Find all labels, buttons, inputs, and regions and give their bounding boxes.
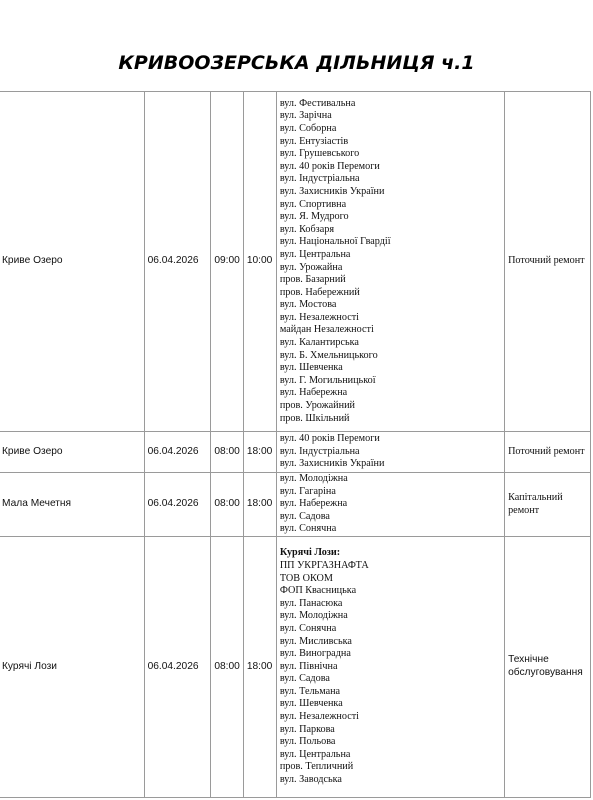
street-item: вул. Незалежності [279, 711, 359, 723]
street-item: вул. Фестивальна [279, 97, 356, 109]
street-item: пров. Набережний [279, 286, 360, 298]
street-item: вул. Національної Гвардії [279, 236, 391, 248]
street-item: вул. Тельмана [279, 685, 341, 697]
street-item: вул. Гагаріна [279, 485, 336, 497]
street-list [280, 98, 501, 425]
street-item: вул. Набережна [279, 387, 348, 399]
street-item: вул. Індустріальна [279, 173, 360, 185]
street-item: пров. Тепличний [279, 761, 354, 773]
streets-cell [276, 537, 504, 798]
street-item: вул. Молодіжна [279, 473, 348, 485]
settlement-cell: Криве Озеро [0, 92, 144, 432]
streets-heading: Курячі Лози: [279, 547, 341, 559]
street-list [280, 473, 501, 536]
street-item: вул. Північна [279, 660, 338, 672]
street-item: вул. Захисників України [279, 185, 385, 197]
street-item: вул. Грушевського [279, 148, 360, 160]
work-type-cell: Капітальний ремонт [505, 473, 591, 537]
start-time-cell: 08:00 [211, 473, 244, 537]
streets-cell [276, 432, 504, 473]
street-item: вул. Шевченка [279, 362, 343, 374]
street-item: ТОВ ОКОМ [279, 572, 333, 584]
street-item: вул. Ентузіастів [279, 135, 349, 147]
street-item: ФОП Квасницька [279, 585, 357, 597]
street-item: вул. Шевченка [279, 698, 343, 710]
table-row [0, 473, 591, 537]
date-cell: 06.04.2026 [144, 432, 211, 473]
date-cell: 06.04.2026 [144, 537, 211, 798]
street-item: вул. Соборна [279, 122, 337, 134]
streets-cell [276, 473, 504, 537]
end-time-cell: 18:00 [243, 432, 276, 473]
street-item: вул. Сонячна [279, 523, 337, 535]
street-item: вул. Садова [279, 510, 330, 522]
street-item: пров. Шкільний [279, 412, 350, 424]
work-type-cell: Поточний ремонт [505, 92, 591, 432]
date-cell: 06.04.2026 [144, 92, 211, 432]
street-item: вул. Заводська [279, 774, 342, 786]
end-time-cell: 10:00 [243, 92, 276, 432]
street-item: вул. Молодіжна [279, 610, 348, 622]
outage-table [0, 91, 591, 798]
street-item: вул. Я. Мудрого [279, 211, 349, 223]
street-item: вул. Центральна [279, 248, 351, 260]
table-row [0, 537, 591, 798]
street-item: вул. 40 років Перемоги [279, 433, 380, 445]
street-item: вул. Г. Могильницької [279, 374, 376, 386]
street-item: вул. Індустріальна [279, 445, 360, 457]
street-item: вул. Калантирська [279, 337, 359, 349]
street-item: вул. Виноградна [279, 648, 351, 660]
street-item: вул. Спортивна [279, 198, 347, 210]
start-time-cell: 08:00 [211, 432, 244, 473]
settlement-cell: Криве Озеро [0, 432, 144, 473]
street-list [280, 560, 501, 787]
page-title: КРИВООЗЕРСЬКА ДІЛЬНИЦЯ ч.1 [118, 52, 475, 74]
street-item: вул. Захисників України [279, 458, 385, 470]
streets-cell [276, 92, 504, 432]
end-time-cell: 18:00 [243, 537, 276, 798]
street-item: майдан Незалежності [279, 324, 374, 336]
street-item: вул. Мисливська [279, 635, 352, 647]
street-item: вул. Мостова [279, 299, 337, 311]
street-item: вул. Польова [279, 736, 336, 748]
street-item: вул. Центральна [279, 748, 351, 760]
work-type-cell: Технічне обслуговування [505, 537, 591, 798]
date-cell: 06.04.2026 [144, 473, 211, 537]
table-row [0, 432, 591, 473]
street-item: вул. Урожайна [279, 261, 343, 273]
street-item: вул. Незалежності [279, 311, 359, 323]
start-time-cell: 08:00 [211, 537, 244, 798]
street-item: вул. Набережна [279, 498, 348, 510]
street-item: вул. Б. Хмельницького [279, 349, 378, 361]
street-item: вул. Садова [279, 673, 330, 685]
street-list [280, 433, 501, 471]
street-item: пров. Урожайний [279, 400, 355, 412]
settlement-cell: Курячі Лози [0, 537, 144, 798]
street-item: вул. Паркова [279, 723, 335, 735]
street-item: вул. Панасюка [279, 597, 343, 609]
street-item: ПП УКРГАЗНАФТА [279, 559, 369, 571]
start-time-cell: 09:00 [211, 92, 244, 432]
street-item: вул. Сонячна [279, 622, 337, 634]
street-item: вул. Зарічна [279, 110, 332, 122]
table-row [0, 92, 591, 432]
end-time-cell: 18:00 [243, 473, 276, 537]
street-item: пров. Базарний [279, 274, 346, 286]
street-item: вул. Кобзаря [279, 223, 335, 235]
settlement-cell: Мала Мечетня [0, 473, 144, 537]
work-type-cell: Поточний ремонт [505, 432, 591, 473]
street-item: вул. 40 років Перемоги [279, 160, 380, 172]
